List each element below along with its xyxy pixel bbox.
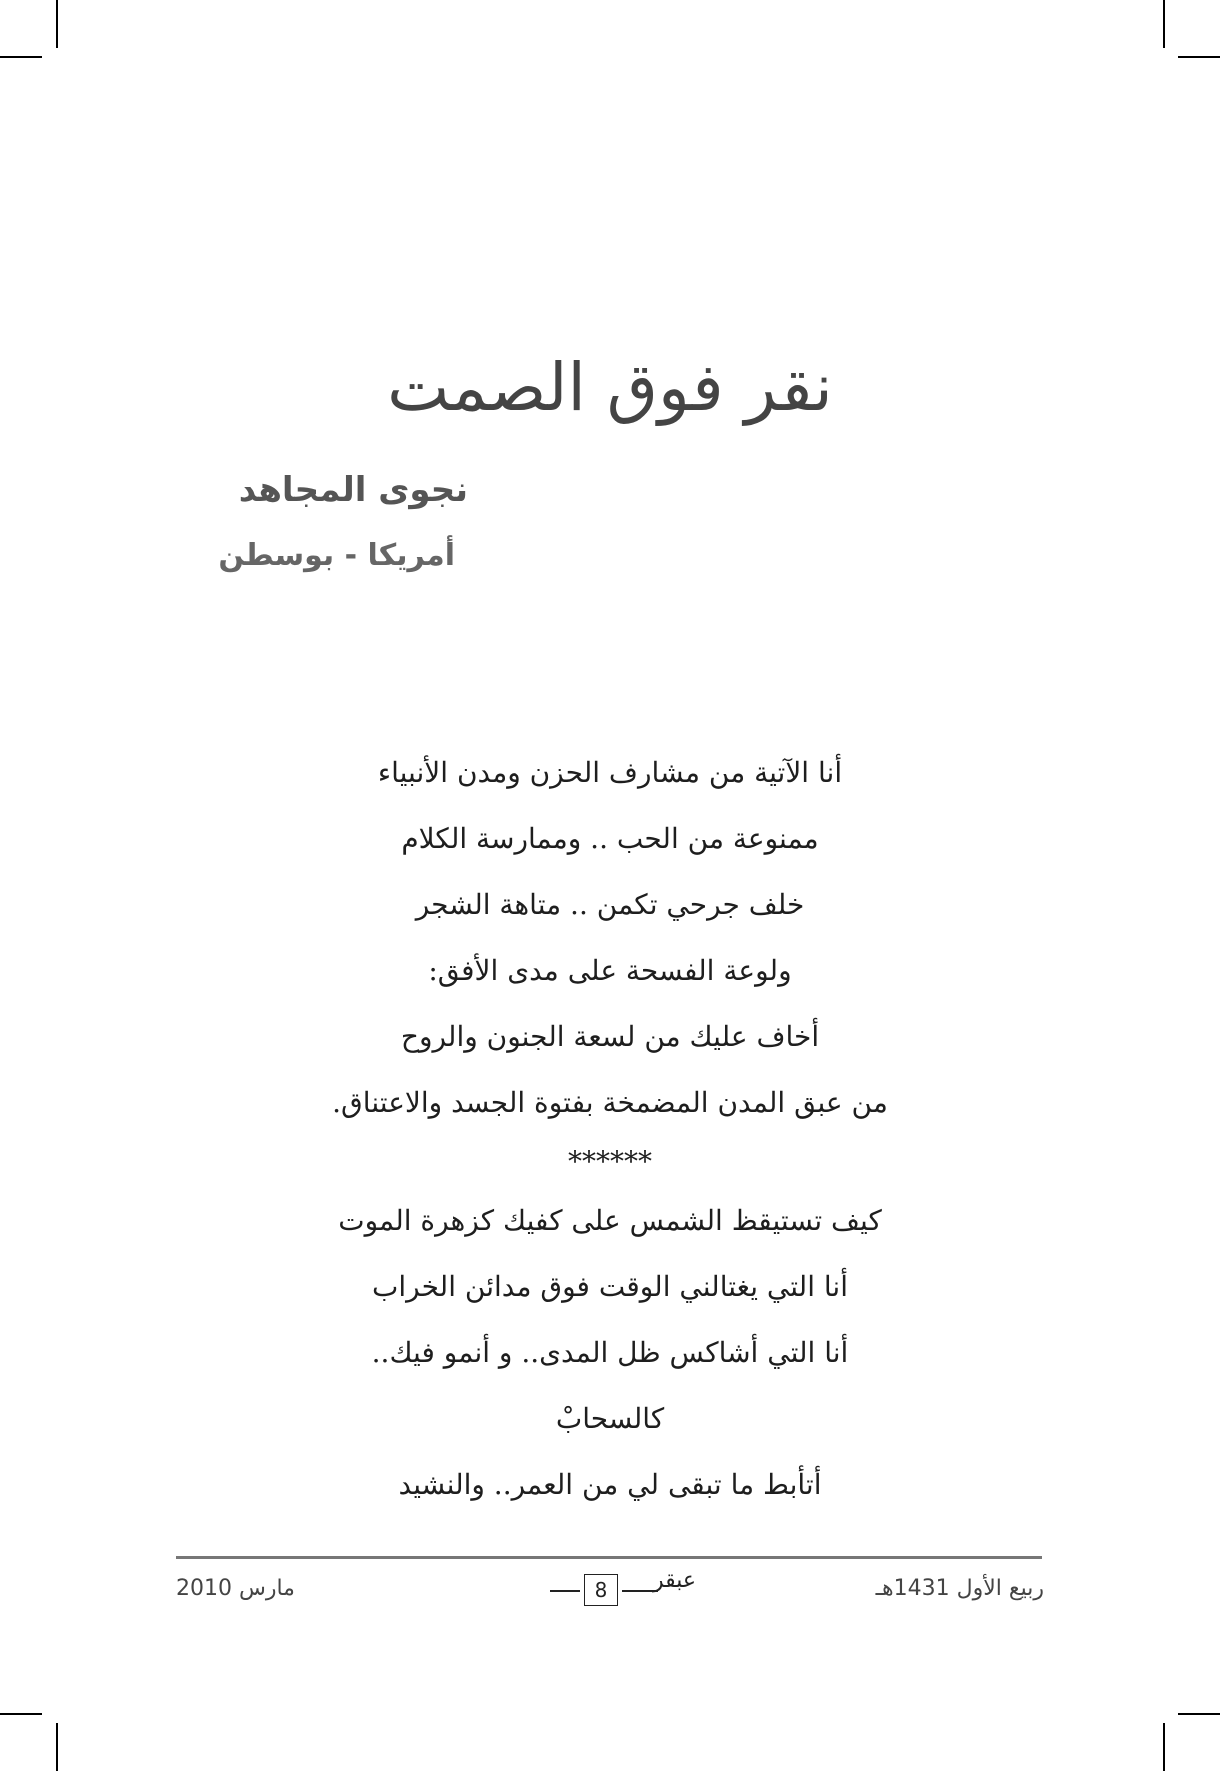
footer-date-gregorian: مارس 2010 [176, 1576, 295, 1601]
footer-magazine-mark [540, 1568, 700, 1608]
crop-mark-bottom-left [56, 1723, 58, 1771]
footer-divider [176, 1556, 1042, 1559]
poem-line: خلف جرحي تكمن .. متاهة الشجر [415, 888, 805, 921]
poem-line: أنا التي أشاكس ظل المدى.. و أنمو فيك.. [371, 1336, 849, 1369]
poem-line: ممنوعة من الحب .. وممارسة الكلام [401, 822, 819, 855]
crop-mark-top-left [56, 0, 58, 48]
footer-rule-left [550, 1590, 580, 1592]
magazine-name: عبقر [652, 1568, 696, 1593]
page-number: 8 [584, 1574, 618, 1606]
poem-line: ولوعة الفسحة على مدى الأفق: [428, 954, 792, 987]
crop-mark-bottom-right-h [1178, 1713, 1220, 1715]
author-location: أمريكا - بوسطن [218, 538, 455, 573]
crop-mark-bottom-right [1163, 1723, 1165, 1771]
footer-date-hijri: ربيع الأول 1431هـ [875, 1576, 1044, 1601]
crop-mark-top-right [1163, 0, 1165, 48]
poem-body [300, 740, 920, 1518]
crop-mark-bottom-left-h [0, 1713, 42, 1715]
poem-line: من عبق المدن المضمخة بفتوة الجسد والاعتناق. [332, 1086, 888, 1119]
poem-line: أتأبط ما تبقى لي من العمر.. والنشيد [398, 1468, 822, 1501]
poem-line: كيف تستيقظ الشمس على كفيك كزهرة الموت [338, 1204, 882, 1237]
poem-line: أنا الآتية من مشارف الحزن ومدن الأنبياء [377, 756, 843, 789]
crop-mark-top-left-h [0, 56, 42, 58]
poem-line: كالسحابْ [555, 1402, 665, 1435]
author-name: نجوى المجاهد [238, 470, 468, 510]
page-title: نقر فوق الصمت [387, 349, 833, 427]
poem-line: أنا التي يغتالني الوقت فوق مدائن الخراب [372, 1270, 848, 1303]
poem-line: أخاف عليك من لسعة الجنون والروح [400, 1020, 820, 1053]
crop-mark-top-right-h [1178, 56, 1220, 58]
section-separator: ****** [568, 1145, 652, 1178]
